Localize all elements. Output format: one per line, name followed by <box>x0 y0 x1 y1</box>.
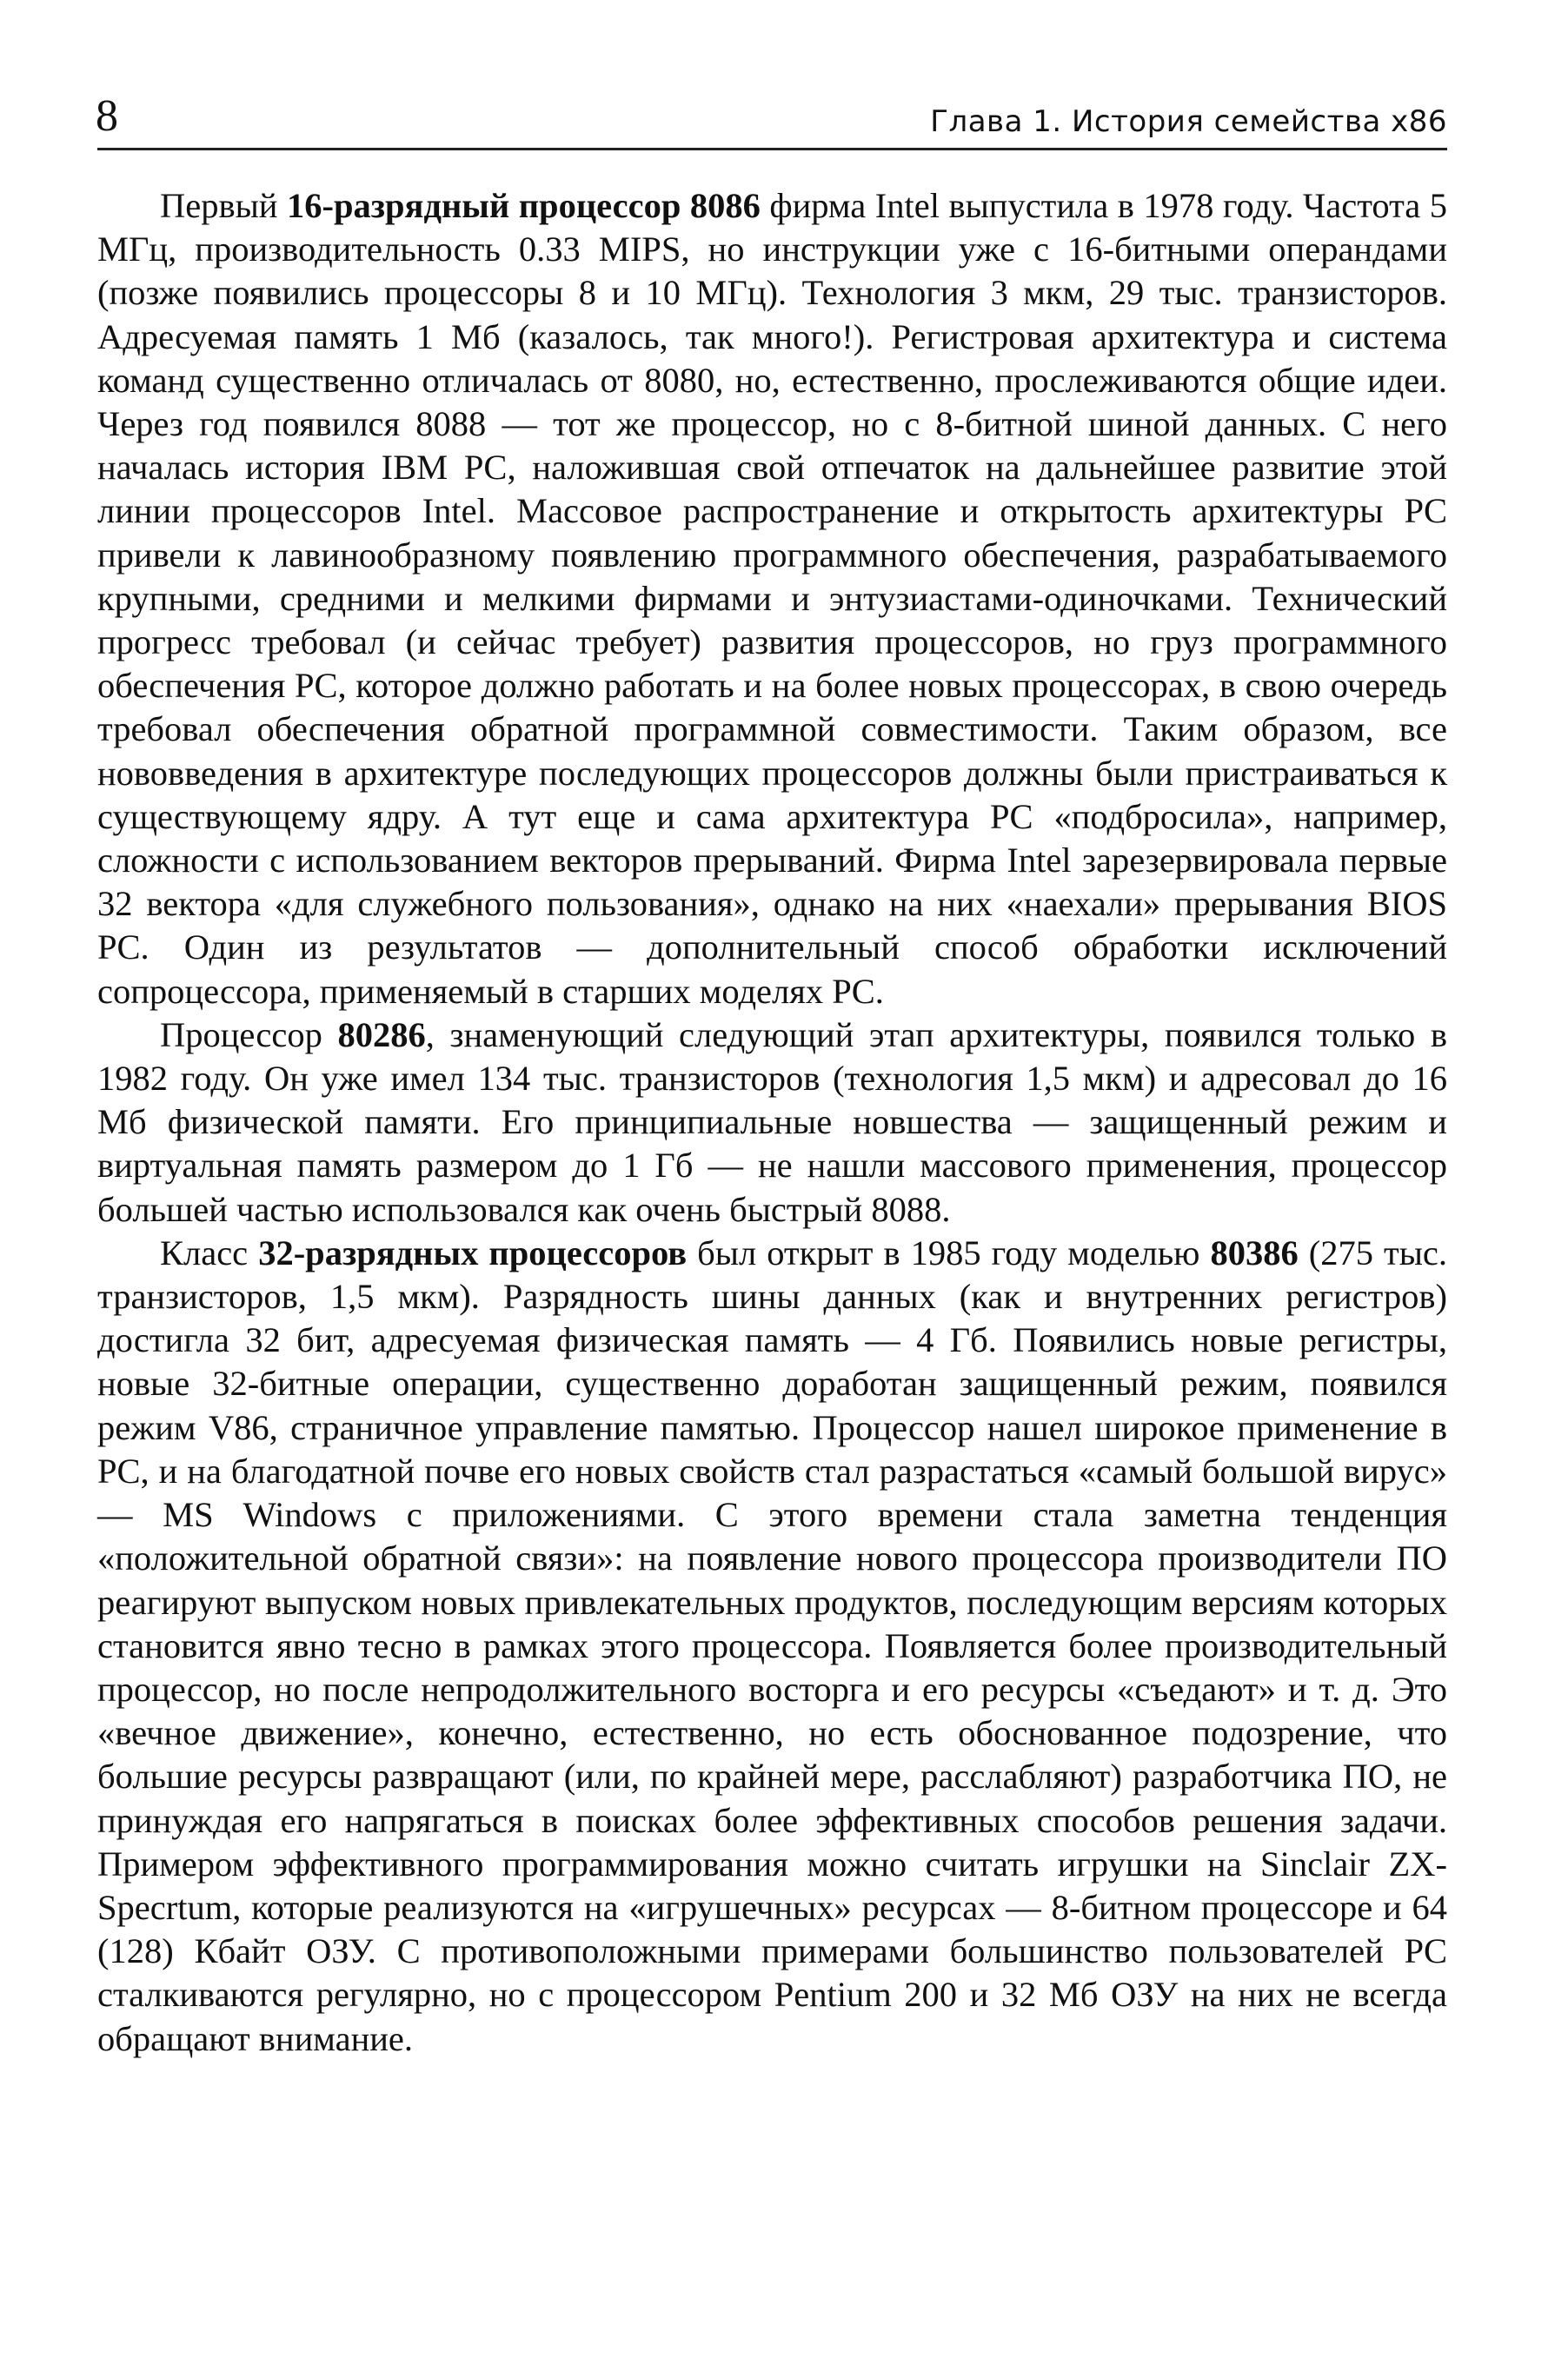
chapter-title: Глава 1. История семейства x86 <box>930 104 1447 139</box>
paragraph-80386 <box>97 1232 1447 2061</box>
header-rule <box>97 148 1447 150</box>
text-segment: , знаменующий следующий этап архитектуры, появился только в 1982 году. Он уже имел 134 тыс. транзисторов (технология 1,5 мкм) и адресовал до 16 Мб физической памяти. Его принципиальные новшества — защищенный режим и виртуальная память размером до 1 Гб — не нашли массового применения, процессор большей частью использовался как очень быстрый 8088. <box>97 1014 1447 1229</box>
bold-term: 32-разрядных процессоров <box>258 1233 688 1272</box>
paragraph-8086 <box>97 184 1447 1013</box>
text-segment: был открыт в 1985 году моделью <box>687 1233 1211 1272</box>
body-text <box>97 184 1447 2061</box>
text-segment: Класс <box>160 1233 259 1272</box>
page-number: 8 <box>96 91 118 141</box>
text-segment: Первый <box>160 186 287 225</box>
text-segment: Процессор <box>160 1014 338 1054</box>
paragraph-80286 <box>97 1013 1447 1232</box>
text-segment: фирма Intel выпустила в 1978 году. Частота 5 МГц, производительность 0.33 MIPS, но инструкции уже с 16-битными операндами (позже появились процессоры 8 и 10 МГц). Технология 3 мкм, 29 тыс. транзисторов. Адресуемая память 1 Мб (казалось, так много!). Регистровая архитектура и система команд существенно отличалась от 8080, но, естественно, прослеживаются общие идеи. Через год появился 8088 — тот же процессор, но с 8-битной шиной данных. С него началась история IBM PC, наложившая свой отпечаток на дальнейшее развитие этой линии процессоров Intel. Массовое распространение и открытость архитектуры PC привели к лавинообразному появлению программного обеспечения, разрабатываемого крупными, средними и мелкими фирмами и энтузиастами-одиночками. Технический прогресс требовал (и сейчас требует) развития процессоров, но груз программного обеспечения PC, которое должно работать и на более новых процессорах, в свою очередь требовал обеспечения обратной программной совместимости. Таким образом, все нововведения в архитектуре последующих процессоров должны были пристраиваться к существующему ядру. А тут еще и сама архитектура PC «подбросила», например, сложности с использованием векторов прерываний. Фирма Intel зарезервировала первые 32 вектора «для служебного пользования», однако на них «наехали» прерывания BIOS PC. Один из результатов — дополнительный способ обработки исключений сопроцессора, применяемый в старших моделях PC. <box>97 186 1448 1011</box>
bold-term: 80386 <box>1210 1233 1299 1272</box>
bold-term: 80286 <box>337 1014 426 1054</box>
running-header <box>96 87 1447 148</box>
bold-term: 16-разрядный процессор 8086 <box>286 186 761 225</box>
text-segment: (275 тыс. транзисторов, 1,5 мкм). Разрядность шины данных (как и внутренних регистров) достигла 32 бит, адресуемая физическая память — 4 Гб. Появились новые регистры, новые 32-битные операции, существенно доработан защищенный режим, появился режим V86, страничное управление памятью. Процессор нашел широкое применение в PC, и на благодатной почве его новых свойств стал разрастаться «самый большой вирус» — MS Windows с приложениями. С этого времени стала заметна тенденция «положительной обратной связи»: на появление нового процессора производители ПО реагируют выпуском новых привлекательных продуктов, последующим версиям которых становится явно тесно в рамках этого процессора. Появляется более производительный процессор, но после непродолжительного восторга и его ресурсы «съедают» и т. д. Это «вечное движение», конечно, естественно, но есть обоснованное подозрение, что большие ресурсы развращают (или, по крайней мере, расслабляют) разработчика ПО, не принуждая его напрягаться в поисках более эффективных способов решения задачи. Примером эффективного программирования можно считать игрушки на Sinclair ZX-Specrtum, которые реализуются на «игрушечных» ресурсах — 8-битном процессоре и 64 (128) Кбайт ОЗУ. С противоположными примерами большинство пользователей PC сталкиваются регулярно, но с процессором Pentium 200 и 32 Мб ОЗУ на них не всегда обращают внимание. <box>97 1233 1448 2058</box>
